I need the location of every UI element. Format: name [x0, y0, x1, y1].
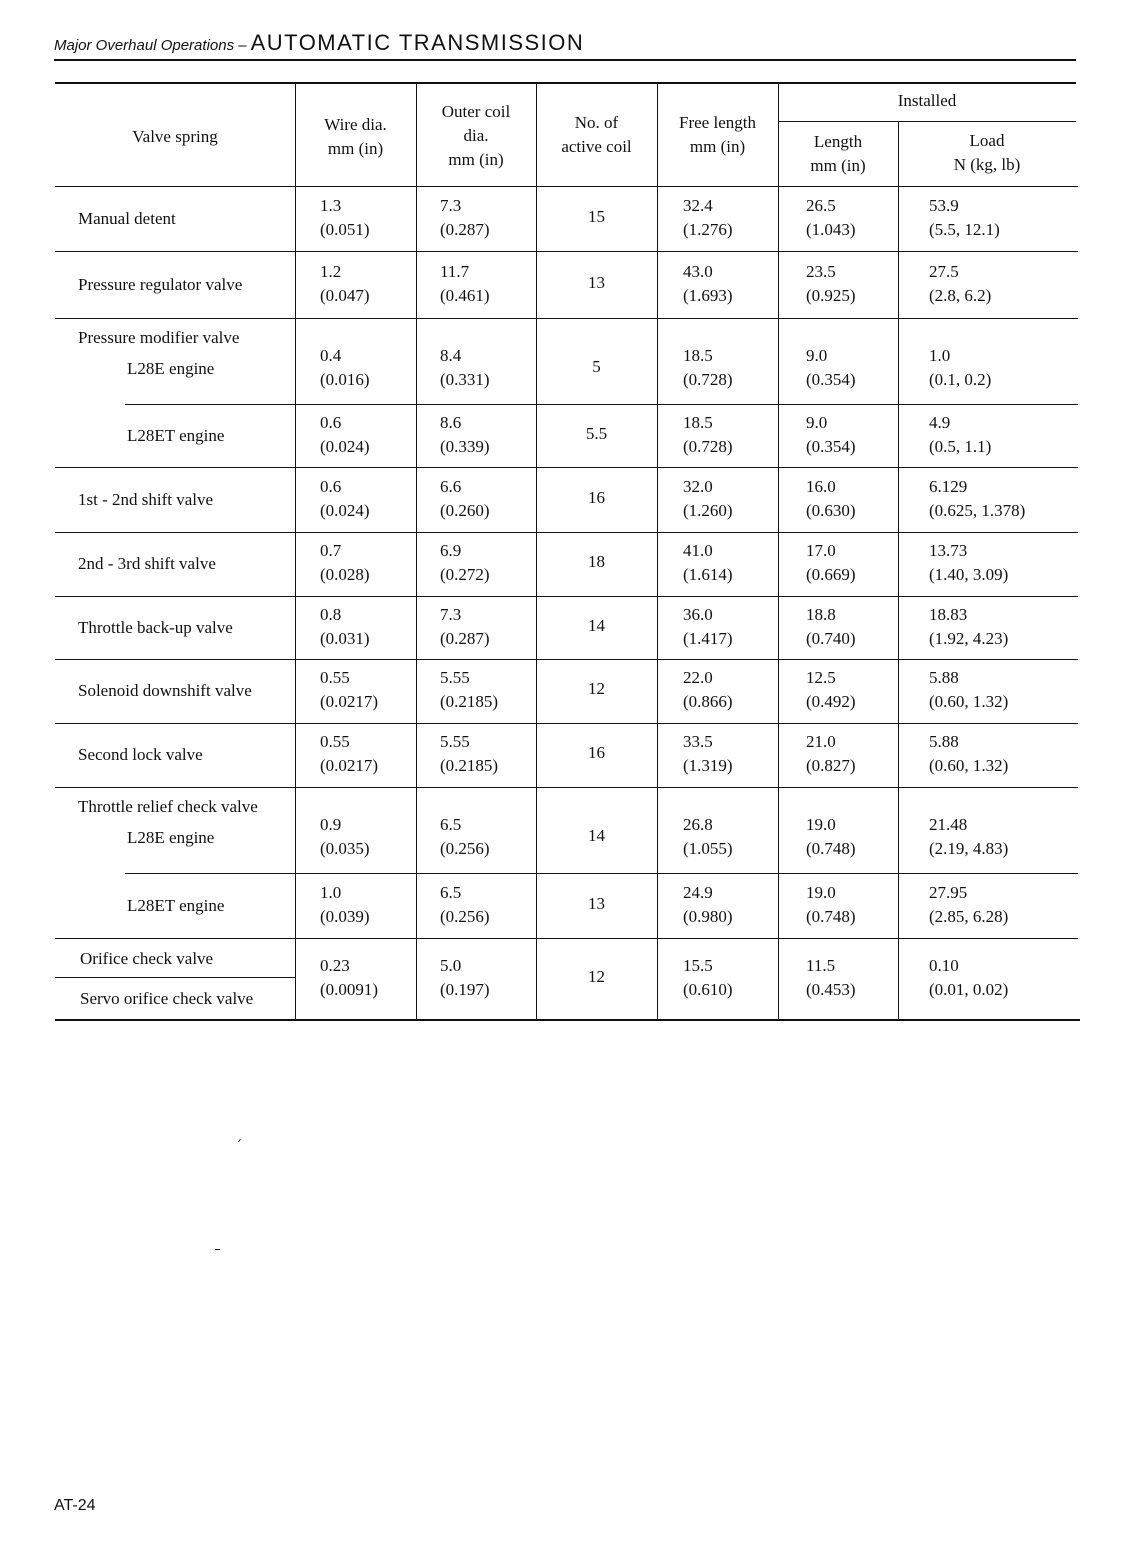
column-header-wire-dia-unit: mm (in) [327, 139, 384, 158]
column-header-outer-coil: Outer coil [441, 102, 511, 121]
free-length-in: (0.980) [683, 906, 733, 926]
installed-length-mm: 26.5 [806, 195, 836, 215]
outer-coil-mm: 8.6 [440, 412, 462, 432]
outer-coil-in: (0.2185) [440, 756, 499, 775]
column-header-outer-coil-dia: dia. [463, 126, 489, 145]
row-separator [125, 873, 1078, 874]
row-separator [55, 723, 1078, 724]
wire-dia-in: (0.0217) [320, 692, 379, 711]
outer-coil-in: (0.2185) [440, 692, 499, 711]
free-length-in: (0.728) [683, 369, 733, 389]
column-header-active-coil: No. of [574, 113, 619, 132]
outer-coil-mm: 6.9 [440, 541, 462, 560]
installed-load-kg-lb: (0.60, 1.32) [929, 756, 1009, 775]
column-header-free-length-unit: mm (in) [689, 137, 746, 156]
active-coil-count: 12 [588, 679, 605, 698]
column-header-length-unit: mm (in) [810, 156, 866, 175]
installed-load-kg-lb: (2.85, 6.28) [929, 906, 1009, 926]
installed-length-in: (0.827) [806, 756, 856, 775]
table-bottom-rule [55, 1019, 1080, 1021]
outer-coil-mm: 7.3 [440, 604, 462, 624]
column-header-free-length: Free length [679, 113, 756, 132]
installed-length-mm: 9.0 [806, 345, 828, 365]
installed-load-n: 5.88 [929, 732, 959, 751]
wire-dia-mm: 0.7 [320, 541, 342, 560]
free-length-in: (1.055) [683, 838, 733, 858]
free-length-mm: 43.0 [683, 261, 713, 281]
wire-dia-in: (0.024) [320, 500, 370, 520]
wire-dia-in: (0.028) [320, 565, 370, 584]
installed-load-n: 5.88 [929, 668, 959, 687]
outer-coil-in: (0.287) [440, 219, 490, 239]
outer-coil-in: (0.256) [440, 838, 490, 858]
installed-length-in: (0.748) [806, 906, 856, 926]
wire-dia-mm: 0.23 [320, 956, 350, 975]
outer-coil-mm: 6.5 [440, 882, 462, 902]
row-label: 2nd - 3rd shift valve [78, 554, 216, 573]
free-length-in: (1.319) [683, 756, 733, 775]
row-group-label: Pressure modifier valve [78, 328, 240, 347]
row-label: Solenoid downshift valve [78, 681, 252, 700]
installed-load-kg-lb: (1.40, 3.09) [929, 565, 1009, 584]
outer-coil-mm: 5.55 [440, 732, 470, 751]
installed-length-mm: 19.0 [806, 814, 836, 834]
row-separator [55, 532, 1078, 533]
column-header-load: Load [969, 131, 1005, 150]
table-top-rule [55, 82, 1076, 84]
installed-load-kg-lb: (0.60, 1.32) [929, 692, 1009, 711]
column-header-installed: Installed [897, 91, 957, 110]
column-header-outer-coil-unit: mm (in) [448, 150, 504, 169]
installed-length-mm: 17.0 [806, 541, 836, 560]
row-label: Pressure regulator valve [78, 274, 243, 294]
free-length-mm: 26.8 [683, 814, 713, 834]
outer-coil-mm: 11.7 [440, 261, 470, 281]
column-header-length: Length [813, 132, 863, 151]
outer-coil-mm: 6.5 [440, 814, 462, 834]
active-coil-count: 13 [588, 893, 605, 913]
row-label: 1st - 2nd shift valve [78, 489, 214, 509]
active-coil-count: 13 [588, 272, 605, 292]
installed-length-in: (0.453) [806, 980, 856, 999]
free-length-mm: 41.0 [683, 541, 713, 560]
installed-load-kg-lb: (2.19, 4.83) [929, 838, 1009, 858]
installed-length-in: (0.492) [806, 692, 856, 711]
outer-coil-mm: 5.55 [440, 668, 470, 687]
row-label: L28ET engine [127, 895, 225, 915]
free-length-in: (1.614) [683, 565, 733, 584]
outer-coil-in: (0.339) [440, 436, 490, 456]
column-divider [898, 121, 899, 1020]
header-rule [54, 59, 1076, 61]
outer-coil-in: (0.272) [440, 565, 490, 584]
wire-dia-in: (0.047) [320, 285, 370, 305]
active-coil-count: 16 [588, 743, 605, 762]
installed-load-n: 27.5 [929, 261, 959, 281]
free-length-in: (1.276) [683, 219, 733, 239]
wire-dia-mm: 0.4 [320, 345, 342, 365]
installed-length-in: (0.669) [806, 565, 856, 584]
wire-dia-in: (0.0217) [320, 756, 379, 775]
installed-load-kg-lb: (0.1, 0.2) [929, 369, 992, 389]
outer-coil-in: (0.287) [440, 628, 490, 648]
installed-load-n: 0.10 [929, 956, 959, 975]
wire-dia-mm: 0.9 [320, 814, 342, 834]
free-length-in: (1.693) [683, 285, 733, 305]
row-separator [55, 938, 1078, 939]
installed-load-kg-lb: (0.625, 1.378) [929, 500, 1026, 520]
wire-dia-in: (0.039) [320, 906, 370, 926]
wire-dia-in: (0.016) [320, 369, 370, 389]
free-length-mm: 33.5 [683, 732, 713, 751]
column-divider [657, 82, 658, 1020]
installed-load-n: 27.95 [929, 882, 968, 902]
installed-length-mm: 21.0 [806, 732, 836, 751]
outer-coil-mm: 8.4 [440, 345, 462, 365]
free-length-mm: 32.0 [683, 476, 713, 496]
active-coil-count: 14 [588, 825, 605, 845]
scan-mark [215, 1249, 220, 1250]
active-coil-count: 5 [592, 356, 601, 376]
installed-load-n: 18.83 [929, 604, 968, 624]
installed-length-in: (0.630) [806, 500, 856, 520]
wire-dia-mm: 1.3 [320, 195, 342, 215]
outer-coil-mm: 5.0 [440, 956, 462, 975]
wire-dia-mm: 0.55 [320, 732, 350, 751]
free-length-mm: 36.0 [683, 604, 713, 624]
installed-load-n: 6.129 [929, 476, 968, 496]
page-title: AUTOMATIC TRANSMISSION [250, 30, 585, 55]
installed-length-in: (0.740) [806, 628, 856, 648]
outer-coil-in: (0.461) [440, 285, 490, 305]
free-length-mm: 22.0 [683, 668, 713, 687]
column-header-wire-dia: Wire dia. [324, 115, 387, 134]
installed-length-mm: 11.5 [806, 956, 836, 975]
installed-load-kg-lb: (2.8, 6.2) [929, 285, 992, 305]
free-length-in: (1.260) [683, 500, 733, 520]
page-number: AT-24 [54, 1497, 96, 1514]
free-length-mm: 18.5 [683, 345, 713, 365]
installed-load-n: 4.9 [929, 412, 951, 432]
column-divider [295, 82, 296, 1020]
row-label: Second lock valve [78, 745, 203, 764]
active-coil-count: 12 [588, 967, 605, 986]
row-separator [55, 787, 1078, 788]
installed-load-kg-lb: (0.01, 0.02) [929, 980, 1009, 999]
wire-dia-in: (0.024) [320, 436, 370, 456]
row-label: L28ET engine [127, 425, 225, 445]
installed-length-in: (0.748) [806, 838, 856, 858]
wire-dia-mm: 1.2 [320, 261, 342, 281]
installed-load-kg-lb: (1.92, 4.23) [929, 628, 1009, 648]
installed-load-kg-lb: (0.5, 1.1) [929, 436, 992, 456]
section-label: Major Overhaul Operations – [54, 37, 247, 54]
installed-length-mm: 19.0 [806, 882, 836, 902]
column-header-load-unit: N (kg, lb) [953, 155, 1021, 174]
row-separator [55, 467, 1078, 468]
outer-coil-mm: 6.6 [440, 476, 462, 496]
row-separator [55, 596, 1078, 597]
installed-length-mm: 16.0 [806, 476, 836, 496]
row-label: L28E engine [127, 827, 215, 847]
free-length-in: (0.610) [683, 980, 733, 999]
row-label: Servo orifice check valve [80, 989, 254, 1008]
row-separator [55, 659, 1078, 660]
column-header-active-coil-2: active coil [561, 137, 632, 156]
outer-coil-in: (0.197) [440, 980, 490, 999]
row-separator [55, 251, 1078, 252]
wire-dia-mm: 1.0 [320, 882, 342, 902]
wire-dia-in: (0.031) [320, 628, 370, 648]
outer-coil-mm: 7.3 [440, 195, 462, 215]
free-length-in: (0.728) [683, 436, 733, 456]
installed-length-mm: 12.5 [806, 668, 836, 687]
column-divider [416, 82, 417, 1020]
row-group-label: Throttle relief check valve [78, 797, 258, 816]
installed-length-mm: 23.5 [806, 261, 836, 281]
row-label: L28E engine [127, 358, 215, 378]
row-label: Orifice check valve [80, 949, 214, 968]
free-length-mm: 32.4 [683, 195, 713, 215]
wire-dia-mm: 0.8 [320, 604, 342, 624]
free-length-in: (1.417) [683, 628, 733, 648]
installed-length-in: (1.043) [806, 219, 856, 239]
wire-dia-mm: 0.6 [320, 476, 342, 496]
free-length-mm: 18.5 [683, 412, 713, 432]
installed-load-n: 1.0 [929, 345, 951, 365]
installed-length-in: (0.354) [806, 369, 856, 389]
installed-length-in: (0.354) [806, 436, 856, 456]
wire-dia-mm: 0.55 [320, 668, 350, 687]
outer-coil-in: (0.256) [440, 906, 490, 926]
wire-dia-in: (0.051) [320, 219, 370, 239]
wire-dia-in: (0.035) [320, 838, 370, 858]
row-label: Throttle back-up valve [78, 617, 233, 637]
installed-length-in: (0.925) [806, 285, 856, 305]
wire-dia-mm: 0.6 [320, 412, 342, 432]
installed-subheader-rule [778, 121, 1076, 122]
page-header [54, 30, 584, 56]
active-coil-count: 16 [588, 487, 605, 507]
row-separator [125, 404, 1078, 405]
free-length-in: (0.866) [683, 692, 733, 711]
column-divider [778, 82, 779, 1020]
free-length-mm: 24.9 [683, 882, 713, 902]
outer-coil-in: (0.260) [440, 500, 490, 520]
row-separator [55, 186, 1078, 187]
active-coil-count: 18 [588, 552, 605, 571]
installed-load-n: 53.9 [929, 195, 959, 215]
row-sub-separator [55, 977, 295, 978]
installed-length-mm: 9.0 [806, 412, 828, 432]
active-coil-count: 15 [588, 206, 605, 226]
installed-load-n: 13.73 [929, 541, 968, 560]
column-header-valve-spring: Valve spring [132, 127, 218, 146]
active-coil-count: 5.5 [585, 423, 608, 443]
free-length-mm: 15.5 [683, 956, 713, 975]
installed-load-kg-lb: (5.5, 12.1) [929, 219, 1000, 239]
wire-dia-in: (0.0091) [320, 980, 379, 999]
active-coil-count: 14 [588, 615, 605, 635]
scan-mark [238, 1139, 241, 1142]
installed-length-mm: 18.8 [806, 604, 836, 624]
outer-coil-in: (0.331) [440, 369, 490, 389]
row-label: Manual detent [78, 208, 176, 228]
installed-load-n: 21.48 [929, 814, 968, 834]
row-separator [55, 318, 1078, 319]
